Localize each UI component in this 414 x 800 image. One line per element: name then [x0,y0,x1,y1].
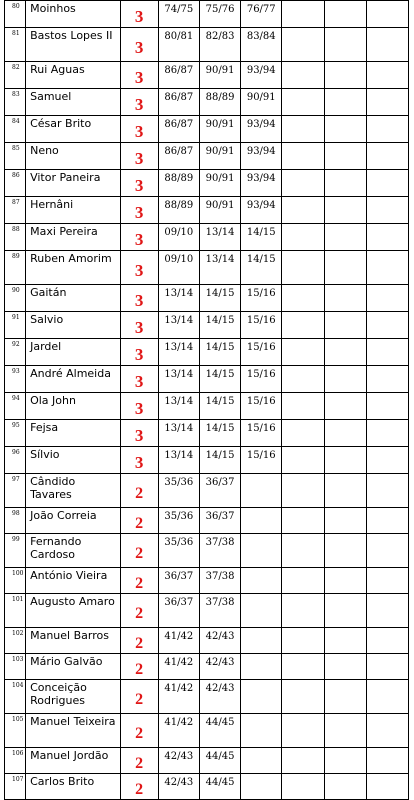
empty-cell [324,251,366,285]
empty-cell [282,312,324,339]
empty-cell [366,285,408,312]
row-number: 100 [5,568,26,594]
row-number: 103 [5,654,26,680]
season-1: 13/14 [158,420,199,447]
empty-cell [366,680,408,714]
empty-cell [324,393,366,420]
season-1: 42/43 [158,748,199,774]
player-name: Bastos Lopes II [26,28,120,62]
empty-cell [282,28,324,62]
row-number: 98 [5,508,26,534]
season-1: 88/89 [158,197,199,224]
season-1: 35/36 [158,474,199,508]
empty-cell [366,534,408,568]
season-3: 90/91 [241,89,282,116]
season-3 [241,774,282,800]
player-name: Ruben Amorim [26,251,120,285]
season-3 [241,680,282,714]
season-3: 15/16 [241,285,282,312]
table-row [5,116,409,143]
season-1: 13/14 [158,393,199,420]
season-3: 93/94 [241,62,282,89]
player-name: Sílvio [26,447,120,474]
player-name: Manuel Jordão [26,748,120,774]
empty-cell [366,654,408,680]
season-3: 15/16 [241,339,282,366]
row-number: 85 [5,143,26,170]
season-2: 14/15 [199,420,240,447]
empty-cell [282,420,324,447]
empty-cell [366,568,408,594]
player-name: André Almeida [26,366,120,393]
empty-cell [282,143,324,170]
season-2: 90/91 [199,197,240,224]
empty-cell [282,62,324,89]
count-value: 3 [120,197,158,224]
season-1: 88/89 [158,170,199,197]
player-name: Manuel Teixeira [26,714,120,748]
count-value: 2 [120,680,158,714]
empty-cell [282,508,324,534]
player-name: Mário Galvão [26,654,120,680]
empty-cell [324,116,366,143]
empty-cell [324,1,366,28]
row-number: 81 [5,28,26,62]
season-3 [241,508,282,534]
count-value: 2 [120,628,158,654]
count-value: 3 [120,62,158,89]
season-3: 14/15 [241,251,282,285]
empty-cell [366,393,408,420]
count-value: 3 [120,224,158,251]
count-value: 3 [120,285,158,312]
empty-cell [324,474,366,508]
empty-cell [366,197,408,224]
empty-cell [282,116,324,143]
table-row [5,714,409,748]
count-value: 3 [120,312,158,339]
empty-cell [366,312,408,339]
player-name: César Brito [26,116,120,143]
table-body [5,1,409,800]
empty-cell [324,62,366,89]
count-value: 2 [120,534,158,568]
table-row [5,251,409,285]
season-1: 41/42 [158,714,199,748]
empty-cell [282,447,324,474]
season-3: 14/15 [241,224,282,251]
empty-cell [282,680,324,714]
season-1: 35/36 [158,534,199,568]
empty-cell [282,654,324,680]
season-2: 82/83 [199,28,240,62]
season-3 [241,568,282,594]
season-2: 44/45 [199,774,240,800]
table-row [5,62,409,89]
empty-cell [366,628,408,654]
count-value: 3 [120,251,158,285]
row-number: 86 [5,170,26,197]
season-3: 15/16 [241,366,282,393]
empty-cell [282,714,324,748]
row-number: 93 [5,366,26,393]
season-1: 86/87 [158,62,199,89]
empty-cell [282,366,324,393]
empty-cell [324,654,366,680]
player-name: Samuel [26,89,120,116]
empty-cell [366,170,408,197]
empty-cell [324,28,366,62]
season-3 [241,474,282,508]
player-name: Vitor Paneira [26,170,120,197]
row-number: 90 [5,285,26,312]
empty-cell [366,89,408,116]
season-3: 93/94 [241,143,282,170]
empty-cell [324,628,366,654]
player-name: Ola John [26,393,120,420]
count-value: 2 [120,714,158,748]
empty-cell [366,748,408,774]
season-3 [241,628,282,654]
empty-cell [324,594,366,628]
season-3: 15/16 [241,447,282,474]
season-2: 42/43 [199,680,240,714]
count-value: 3 [120,447,158,474]
season-3: 93/94 [241,170,282,197]
table-row [5,197,409,224]
season-1: 41/42 [158,654,199,680]
empty-cell [282,339,324,366]
empty-cell [282,89,324,116]
count-value: 3 [120,393,158,420]
count-value: 2 [120,508,158,534]
table-row [5,143,409,170]
empty-cell [366,420,408,447]
player-name: Hernâni [26,197,120,224]
row-number: 107 [5,774,26,800]
empty-cell [324,447,366,474]
empty-cell [366,1,408,28]
row-number: 101 [5,594,26,628]
table-row [5,447,409,474]
empty-cell [324,420,366,447]
empty-cell [324,508,366,534]
season-2: 14/15 [199,285,240,312]
player-name: Cândido Tavares [26,474,120,508]
season-1: 86/87 [158,89,199,116]
empty-cell [282,474,324,508]
row-number: 94 [5,393,26,420]
table-row [5,508,409,534]
season-3: 15/16 [241,312,282,339]
empty-cell [366,251,408,285]
players-table [4,0,409,800]
season-3: 83/84 [241,28,282,62]
player-name: Carlos Brito [26,774,120,800]
player-name: Jardel [26,339,120,366]
count-value: 2 [120,654,158,680]
table-row [5,568,409,594]
season-1: 41/42 [158,680,199,714]
season-2: 14/15 [199,312,240,339]
empty-cell [282,628,324,654]
empty-cell [324,714,366,748]
table-row [5,339,409,366]
season-2: 42/43 [199,654,240,680]
season-1: 86/87 [158,143,199,170]
empty-cell [366,508,408,534]
row-number: 92 [5,339,26,366]
season-2: 37/38 [199,534,240,568]
season-1: 41/42 [158,628,199,654]
season-2: 42/43 [199,628,240,654]
empty-cell [282,748,324,774]
player-name: Fejsa [26,420,120,447]
season-1: 09/10 [158,251,199,285]
count-value: 3 [120,366,158,393]
count-value: 3 [120,170,158,197]
empty-cell [366,366,408,393]
season-3: 15/16 [241,393,282,420]
count-value: 3 [120,143,158,170]
row-number: 104 [5,680,26,714]
season-3 [241,714,282,748]
table-row [5,393,409,420]
table-row [5,1,409,28]
empty-cell [366,62,408,89]
count-value: 2 [120,594,158,628]
empty-cell [366,774,408,800]
count-value: 3 [120,1,158,28]
season-3: 76/77 [241,1,282,28]
count-value: 3 [120,28,158,62]
player-name: Manuel Barros [26,628,120,654]
season-1: 13/14 [158,339,199,366]
row-number: 84 [5,116,26,143]
season-1: 74/75 [158,1,199,28]
empty-cell [282,393,324,420]
player-name: Salvio [26,312,120,339]
empty-cell [324,339,366,366]
season-2: 90/91 [199,143,240,170]
player-name: Augusto Amaro [26,594,120,628]
player-name: Maxi Pereira [26,224,120,251]
count-value: 2 [120,568,158,594]
empty-cell [282,594,324,628]
season-1: 13/14 [158,447,199,474]
season-3 [241,654,282,680]
table-row [5,748,409,774]
empty-cell [366,714,408,748]
empty-cell [282,224,324,251]
player-name: Rui Aguas [26,62,120,89]
empty-cell [366,594,408,628]
season-2: 13/14 [199,224,240,251]
count-value: 3 [120,420,158,447]
season-2: 44/45 [199,748,240,774]
row-number: 99 [5,534,26,568]
player-name: Fernando Cardoso [26,534,120,568]
count-value: 2 [120,748,158,774]
season-1: 86/87 [158,116,199,143]
table-row [5,312,409,339]
empty-cell [366,339,408,366]
table-row [5,224,409,251]
player-name: Gaitán [26,285,120,312]
season-1: 09/10 [158,224,199,251]
row-number: 95 [5,420,26,447]
season-3: 93/94 [241,116,282,143]
season-3 [241,534,282,568]
table-row [5,420,409,447]
season-2: 13/14 [199,251,240,285]
row-number: 102 [5,628,26,654]
empty-cell [324,748,366,774]
row-number: 87 [5,197,26,224]
season-2: 36/37 [199,474,240,508]
row-number: 96 [5,447,26,474]
empty-cell [366,474,408,508]
empty-cell [324,143,366,170]
season-1: 13/14 [158,312,199,339]
empty-cell [366,28,408,62]
season-2: 90/91 [199,62,240,89]
row-number: 89 [5,251,26,285]
empty-cell [282,197,324,224]
empty-cell [282,774,324,800]
row-number: 105 [5,714,26,748]
table-row [5,628,409,654]
empty-cell [282,251,324,285]
row-number: 88 [5,224,26,251]
empty-cell [324,197,366,224]
row-number: 97 [5,474,26,508]
season-2: 14/15 [199,447,240,474]
empty-cell [324,312,366,339]
row-number: 80 [5,1,26,28]
table-row [5,774,409,800]
empty-cell [282,1,324,28]
season-2: 90/91 [199,170,240,197]
season-3 [241,594,282,628]
season-2: 44/45 [199,714,240,748]
empty-cell [366,447,408,474]
count-value: 3 [120,89,158,116]
empty-cell [324,568,366,594]
count-value: 2 [120,774,158,800]
table-row [5,534,409,568]
table-row [5,89,409,116]
season-3 [241,748,282,774]
season-2: 14/15 [199,366,240,393]
empty-cell [366,143,408,170]
season-2: 14/15 [199,339,240,366]
table-row [5,654,409,680]
table-row [5,366,409,393]
season-1: 42/43 [158,774,199,800]
season-1: 13/14 [158,366,199,393]
empty-cell [282,534,324,568]
empty-cell [366,224,408,251]
season-2: 75/76 [199,1,240,28]
row-number: 83 [5,89,26,116]
season-3: 15/16 [241,420,282,447]
table-row [5,285,409,312]
row-number: 82 [5,62,26,89]
empty-cell [324,680,366,714]
count-value: 3 [120,116,158,143]
season-2: 37/38 [199,594,240,628]
table-row [5,474,409,508]
player-name: João Correia [26,508,120,534]
season-2: 37/38 [199,568,240,594]
player-name: António Vieira [26,568,120,594]
season-2: 36/37 [199,508,240,534]
empty-cell [324,774,366,800]
season-1: 35/36 [158,508,199,534]
season-3: 93/94 [241,197,282,224]
season-2: 90/91 [199,116,240,143]
row-number: 91 [5,312,26,339]
empty-cell [324,89,366,116]
player-name: Conceição Rodrigues [26,680,120,714]
season-1: 36/37 [158,568,199,594]
empty-cell [324,534,366,568]
empty-cell [282,170,324,197]
count-value: 3 [120,339,158,366]
player-name: Neno [26,143,120,170]
season-1: 36/37 [158,594,199,628]
empty-cell [324,170,366,197]
table-row [5,28,409,62]
empty-cell [324,285,366,312]
table-row [5,680,409,714]
empty-cell [324,366,366,393]
season-2: 88/89 [199,89,240,116]
empty-cell [282,568,324,594]
player-name: Moinhos [26,1,120,28]
row-number: 106 [5,748,26,774]
table-row [5,170,409,197]
season-2: 14/15 [199,393,240,420]
season-1: 80/81 [158,28,199,62]
empty-cell [282,285,324,312]
table-row [5,594,409,628]
count-value: 2 [120,474,158,508]
empty-cell [324,224,366,251]
season-1: 13/14 [158,285,199,312]
empty-cell [366,116,408,143]
